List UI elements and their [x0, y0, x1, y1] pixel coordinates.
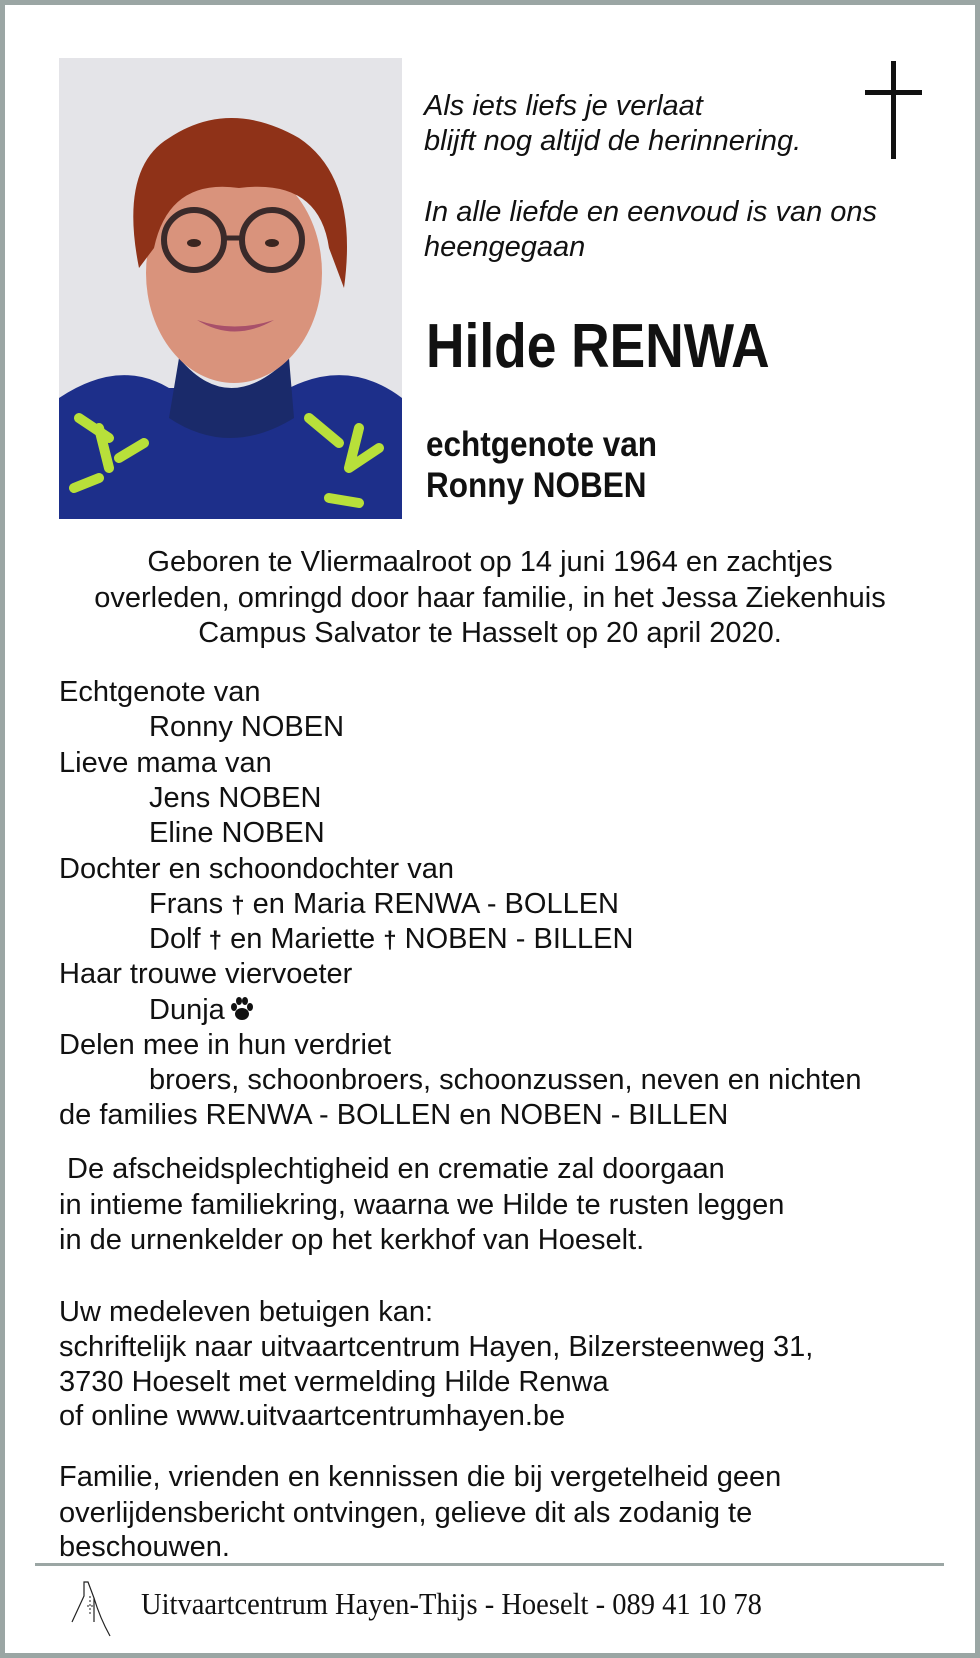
parent-name: Frans: [149, 888, 224, 920]
quote-line: heengegaan: [424, 231, 586, 263]
parent-name: en Maria RENWA - BOLLEN: [252, 888, 619, 920]
family-heading: Lieve mama van: [59, 747, 272, 779]
family-member: [149, 921, 633, 957]
parent-name: NOBEN - BILLEN: [404, 923, 634, 955]
family-heading: Echtgenote van: [59, 676, 261, 708]
family-heading: Dochter en schoondochter van: [59, 853, 454, 885]
footer-divider: [35, 1563, 944, 1566]
dagger-icon: †: [383, 927, 397, 954]
family-member: Ronny NOBEN: [149, 711, 345, 743]
condolence-line: 3730 Hoeselt met vermelding Hilde Renwa: [59, 1366, 609, 1398]
closing-line: beschouwen.: [59, 1531, 230, 1563]
pet-name: Dunja: [149, 994, 225, 1026]
intro-line: overleden, omringd door haar familie, in het Jessa Ziekenhuis: [94, 582, 886, 614]
ceremony-line: in intieme familiekring, waarna we Hilde te rusten leggen: [59, 1189, 785, 1221]
parent-name: Dolf: [149, 923, 201, 955]
parent-name: en Mariette: [230, 923, 376, 955]
paw-icon: [229, 995, 255, 1021]
quote-line: blijft nog altijd de herinnering.: [424, 125, 802, 157]
family-member: Eline NOBEN: [149, 817, 325, 849]
quote-line: In alle liefde en eenvoud is van ons: [424, 196, 878, 228]
dagger-icon: †: [231, 892, 245, 919]
funeral-home-footer: Uitvaartcentrum Hayen-Thijs - Hoeselt - 089 41 10 78: [141, 1586, 762, 1621]
dagger-icon: †: [208, 927, 222, 954]
family-heading: Haar trouwe viervoeter: [59, 958, 353, 990]
closing-line: Familie, vrienden en kennissen die bij vergetelheid geen: [59, 1461, 782, 1493]
intro-line: Campus Salvator te Hasselt op 20 april 2020.: [198, 617, 782, 649]
family-member: de families RENWA - BOLLEN en NOBEN - BILLEN: [59, 1099, 729, 1131]
intro-line: Geboren te Vliermaalroot op 14 juni 1964 en zachtjes: [147, 546, 833, 578]
family-member: broers, schoonbroers, schoonzussen, neven en nichten: [149, 1064, 862, 1096]
portrait-photo: [59, 58, 402, 519]
family-member: [149, 992, 255, 1028]
spouse-name: Ronny NOBEN: [426, 466, 647, 505]
relation-label: echtgenote van: [426, 425, 658, 464]
condolence-line: schriftelijk naar uitvaartcentrum Hayen, Bilzersteenweg 31,: [59, 1331, 814, 1363]
closing-line: overlijdensbericht ontvingen, gelieve dit als zodanig te: [59, 1497, 753, 1529]
family-member: Jens NOBEN: [149, 782, 322, 814]
ceremony-line: in de urnenkelder op het kerkhof van Hoeselt.: [59, 1224, 645, 1256]
ceremony-line: De afscheidsplechtigheid en crematie zal doorgaan: [59, 1153, 725, 1185]
family-heading: Delen mee in hun verdriet: [59, 1029, 392, 1061]
quote-line: Als iets liefs je verlaat: [424, 90, 703, 122]
condolence-website[interactable]: of online www.uitvaartcentrumhayen.be: [59, 1400, 566, 1432]
deceased-name: Hilde RENWA: [426, 312, 770, 381]
funeral-home-logo-icon: [70, 1578, 120, 1638]
condolence-line: Uw medeleven betuigen kan:: [59, 1296, 434, 1328]
family-member: [149, 886, 619, 922]
